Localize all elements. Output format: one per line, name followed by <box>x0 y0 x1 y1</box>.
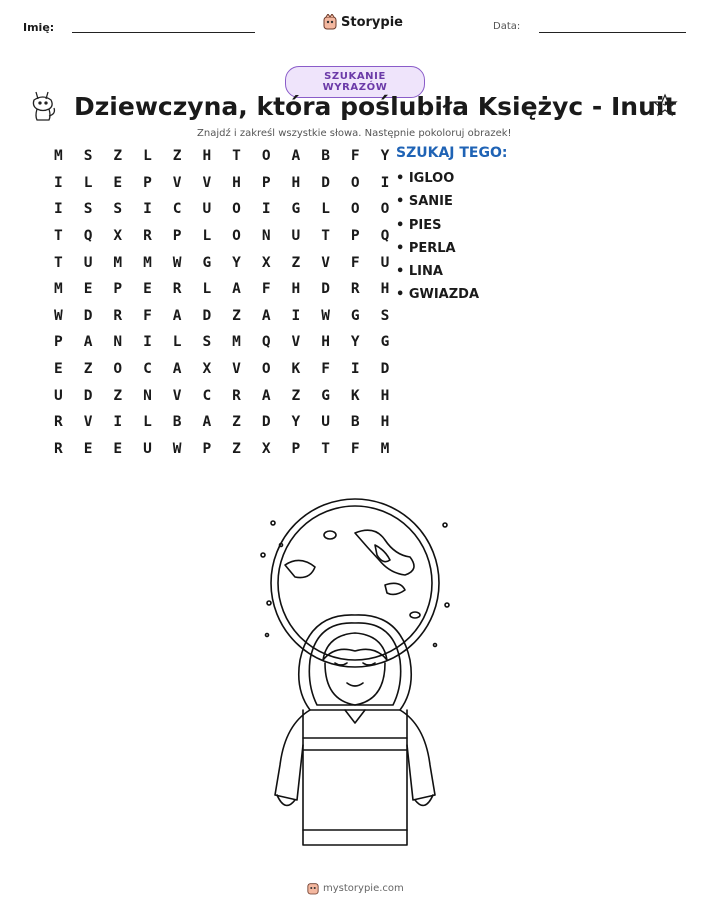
grid-letter[interactable]: I <box>350 361 360 378</box>
grid-letter[interactable]: G <box>350 307 360 324</box>
grid-letter[interactable]: I <box>380 174 390 191</box>
grid-row <box>54 409 410 436</box>
grid-letter[interactable]: A <box>232 281 241 298</box>
star-icon <box>652 93 678 117</box>
grid-letter[interactable]: Z <box>232 440 241 457</box>
grid-letter[interactable]: Y <box>380 148 390 165</box>
grid-letter[interactable]: E <box>143 281 152 298</box>
grid-letter[interactable]: B <box>172 414 182 431</box>
grid-letter[interactable]: O <box>232 201 241 218</box>
grid-letter[interactable]: L <box>172 334 182 351</box>
grid-letter[interactable]: U <box>83 254 93 271</box>
grid-letter[interactable]: N <box>143 387 152 404</box>
word-list-title: SZUKAJ TEGO: <box>396 145 508 161</box>
grid-letter[interactable]: V <box>202 174 212 191</box>
grid-row <box>54 223 410 250</box>
grid-letter[interactable]: D <box>321 281 330 298</box>
grid-letter[interactable]: Z <box>172 148 182 165</box>
grid-letter[interactable]: E <box>54 361 63 378</box>
grid-letter[interactable]: S <box>83 148 93 165</box>
grid-letter[interactable]: O <box>232 228 241 245</box>
grid-letter[interactable]: V <box>172 387 182 404</box>
grid-letter[interactable]: I <box>113 414 123 431</box>
grid-letter[interactable]: X <box>261 254 271 271</box>
grid-letter[interactable]: F <box>350 254 360 271</box>
grid-letter[interactable]: A <box>83 334 93 351</box>
grid-letter[interactable]: R <box>232 387 241 404</box>
instructions: Znajdź i zakreśl wszystkie słowa. Następnie pokoloruj obrazek! <box>197 128 512 139</box>
grid-letter[interactable]: I <box>143 334 152 351</box>
grid-letter[interactable]: D <box>202 307 212 324</box>
grid-letter[interactable]: U <box>291 228 301 245</box>
grid-letter[interactable]: O <box>261 148 271 165</box>
grid-row <box>54 382 410 409</box>
grid-letter[interactable]: Z <box>232 307 241 324</box>
grid-letter[interactable]: P <box>54 334 63 351</box>
grid-letter[interactable]: H <box>202 148 212 165</box>
grid-letter[interactable]: N <box>113 334 123 351</box>
grid-row <box>54 329 410 356</box>
grid-letter[interactable]: H <box>380 387 390 404</box>
grid-letter[interactable]: M <box>113 254 123 271</box>
grid-letter[interactable]: H <box>291 174 301 191</box>
grid-letter[interactable]: Z <box>232 414 241 431</box>
grid-letter[interactable]: D <box>261 414 271 431</box>
grid-letter[interactable]: Z <box>291 254 301 271</box>
grid-letter[interactable]: L <box>202 228 212 245</box>
grid-row <box>54 303 410 330</box>
grid-row <box>54 276 410 303</box>
grid-letter[interactable]: V <box>291 334 301 351</box>
grid-letter[interactable]: F <box>321 361 330 378</box>
grid-letter[interactable]: I <box>291 307 301 324</box>
grid-letter[interactable]: S <box>202 334 212 351</box>
grid-row <box>54 249 410 276</box>
grid-letter[interactable]: H <box>380 281 390 298</box>
date-label: Data: <box>493 21 521 32</box>
grid-letter[interactable]: Z <box>113 148 123 165</box>
grid-letter[interactable]: L <box>143 148 152 165</box>
grid-letter[interactable]: I <box>143 201 152 218</box>
grid-letter[interactable]: U <box>143 440 152 457</box>
grid-letter[interactable]: F <box>350 440 360 457</box>
grid-letter[interactable]: O <box>261 361 271 378</box>
grid-letter[interactable]: B <box>350 414 360 431</box>
grid-letter[interactable]: L <box>143 414 152 431</box>
grid-letter[interactable]: Z <box>83 361 93 378</box>
grid-letter[interactable]: X <box>113 228 123 245</box>
word-item: • PIES <box>396 217 442 233</box>
grid-letter[interactable]: F <box>350 148 360 165</box>
grid-letter[interactable]: U <box>380 254 390 271</box>
grid-letter[interactable]: E <box>113 440 123 457</box>
date-field-line[interactable] <box>539 32 686 33</box>
grid-letter[interactable]: C <box>172 201 182 218</box>
grid-letter[interactable]: P <box>113 281 123 298</box>
grid-letter[interactable]: X <box>261 440 271 457</box>
grid-letter[interactable]: S <box>380 307 390 324</box>
moon-girl-illustration <box>255 495 455 855</box>
word-item: • PERLA <box>396 240 456 256</box>
grid-letter[interactable]: L <box>83 174 93 191</box>
word-list <box>396 145 507 311</box>
grid-letter[interactable]: K <box>350 387 360 404</box>
grid-letter[interactable]: O <box>350 201 360 218</box>
word-item: • LINA <box>396 264 443 280</box>
grid-letter[interactable]: W <box>172 440 182 457</box>
grid-letter[interactable]: G <box>202 254 212 271</box>
name-field-line[interactable] <box>72 32 255 33</box>
grid-letter[interactable]: R <box>54 414 63 431</box>
grid-letter[interactable]: U <box>202 201 212 218</box>
brand-logo <box>323 14 403 30</box>
grid-letter[interactable]: W <box>54 307 63 324</box>
grid-letter[interactable]: T <box>54 228 63 245</box>
grid-letter[interactable]: A <box>172 307 182 324</box>
word-item: • IGLOO <box>396 171 455 186</box>
grid-letter[interactable]: A <box>172 361 182 378</box>
name-label: Imię: <box>23 21 55 34</box>
grid-letter[interactable]: D <box>83 307 93 324</box>
footer <box>307 881 404 895</box>
grid-letter[interactable]: A <box>291 148 301 165</box>
grid-letter[interactable]: P <box>261 174 271 191</box>
grid-letter[interactable]: C <box>143 361 152 378</box>
grid-letter[interactable]: D <box>321 174 330 191</box>
grid-row <box>54 436 410 463</box>
grid-letter[interactable]: K <box>291 361 301 378</box>
grid-letter[interactable]: G <box>321 387 330 404</box>
grid-letter[interactable]: I <box>54 174 63 191</box>
grid-letter[interactable]: L <box>202 281 212 298</box>
grid-letter[interactable]: O <box>113 361 123 378</box>
grid-letter[interactable]: A <box>202 414 212 431</box>
grid-letter[interactable]: T <box>232 148 241 165</box>
grid-letter[interactable]: D <box>83 387 93 404</box>
grid-letter[interactable]: W <box>172 254 182 271</box>
grid-letter[interactable]: R <box>54 440 63 457</box>
footer-url[interactable]: mystorypie.com <box>323 882 404 894</box>
grid-letter[interactable]: Z <box>291 387 301 404</box>
page-title: Dziewczyna, która poślubiła Księżyc - Inuit <box>74 92 677 121</box>
grid-letter[interactable]: Y <box>350 334 360 351</box>
grid-letter[interactable]: G <box>380 334 390 351</box>
grid-letter[interactable]: A <box>261 307 271 324</box>
grid-letter[interactable]: V <box>83 414 93 431</box>
brand-name: Storypie <box>341 14 403 30</box>
grid-letter[interactable]: F <box>261 281 271 298</box>
grid-letter[interactable]: M <box>54 281 63 298</box>
storypie-logo-icon <box>307 881 319 895</box>
grid-letter[interactable]: Y <box>291 414 301 431</box>
grid-letter[interactable]: R <box>172 281 182 298</box>
grid-letter[interactable]: S <box>113 201 123 218</box>
grid-letter[interactable]: I <box>54 201 63 218</box>
grid-letter[interactable]: P <box>172 228 182 245</box>
grid-letter[interactable]: M <box>232 334 241 351</box>
grid-letter[interactable]: P <box>291 440 301 457</box>
grid-letter[interactable]: H <box>380 414 390 431</box>
arctic-fox-icon <box>29 88 57 122</box>
grid-letter[interactable]: D <box>380 361 390 378</box>
grid-letter[interactable]: R <box>113 307 123 324</box>
grid-letter[interactable]: E <box>83 281 93 298</box>
grid-letter[interactable]: P <box>350 228 360 245</box>
word-item: • GWIAZDA <box>396 287 480 303</box>
grid-letter[interactable]: N <box>261 228 271 245</box>
grid-letter[interactable]: H <box>291 281 301 298</box>
grid-row <box>54 356 410 383</box>
grid-letter[interactable]: R <box>350 281 360 298</box>
grid-letter[interactable]: H <box>321 334 330 351</box>
grid-letter[interactable]: E <box>83 440 93 457</box>
grid-letter[interactable]: R <box>143 228 152 245</box>
word-item: • SANIE <box>396 194 453 210</box>
grid-letter[interactable]: O <box>380 201 390 218</box>
grid-letter[interactable]: B <box>321 148 330 165</box>
grid-letter[interactable]: T <box>321 440 330 457</box>
grid-letter[interactable]: V <box>232 361 241 378</box>
grid-letter[interactable]: L <box>321 201 330 218</box>
grid-letter[interactable]: H <box>232 174 241 191</box>
grid-row <box>54 170 410 197</box>
grid-letter[interactable]: U <box>321 414 330 431</box>
grid-letter[interactable]: S <box>83 201 93 218</box>
grid-letter[interactable]: O <box>350 174 360 191</box>
grid-letter[interactable]: U <box>54 387 63 404</box>
grid-letter[interactable]: C <box>202 387 212 404</box>
grid-letter[interactable]: V <box>321 254 330 271</box>
grid-letter[interactable]: X <box>202 361 212 378</box>
grid-letter[interactable]: P <box>202 440 212 457</box>
grid-letter[interactable]: E <box>113 174 123 191</box>
grid-letter[interactable]: W <box>321 307 330 324</box>
grid-letter[interactable]: A <box>261 387 271 404</box>
grid-row <box>54 196 410 223</box>
grid-letter[interactable]: G <box>291 201 301 218</box>
grid-letter[interactable]: Q <box>261 334 271 351</box>
grid-letter[interactable]: Q <box>83 228 93 245</box>
grid-letter[interactable]: Q <box>380 228 390 245</box>
grid-letter[interactable]: T <box>321 228 330 245</box>
grid-letter[interactable]: V <box>172 174 182 191</box>
grid-letter[interactable]: Y <box>232 254 241 271</box>
storypie-logo-icon <box>323 14 337 30</box>
grid-letter[interactable]: P <box>143 174 152 191</box>
grid-letter[interactable]: I <box>261 201 271 218</box>
grid-letter[interactable]: M <box>380 440 390 457</box>
grid-letter[interactable]: Z <box>113 387 123 404</box>
grid-letter[interactable]: M <box>54 148 63 165</box>
grid-letter[interactable]: T <box>54 254 63 271</box>
grid-letter[interactable]: M <box>143 254 152 271</box>
grid-row <box>54 143 410 170</box>
activity-badge: SZUKANIE WYRAZÓW <box>285 66 425 98</box>
letter-grid[interactable] <box>54 143 410 462</box>
grid-letter[interactable]: F <box>143 307 152 324</box>
